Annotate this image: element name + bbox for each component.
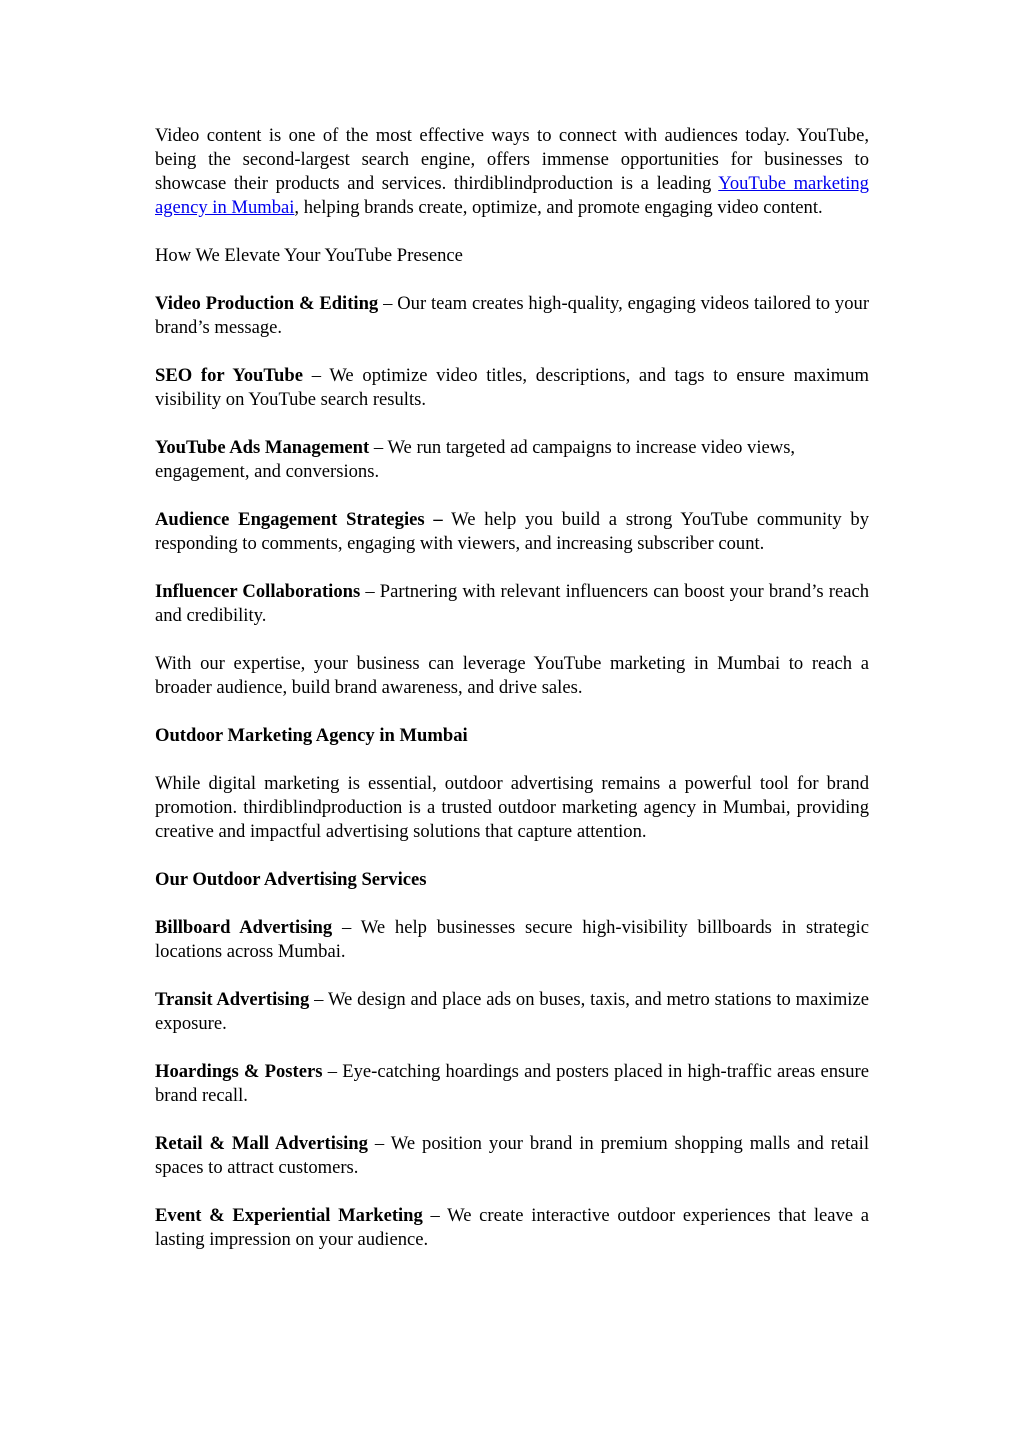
service-separator: – xyxy=(422,1205,448,1226)
service-title: Event & Experiential Marketing xyxy=(155,1205,423,1226)
service-separator: – xyxy=(332,917,361,938)
document-page xyxy=(155,124,869,1276)
outdoor-intro-paragraph: While digital marketing is essential, outdoor advertising remains a powerful tool for brand promotion. thirdiblindproduction is a trusted outdoor marketing agency in Mumbai, providing creative and impactful advertising solutions that capture attention. xyxy=(155,773,869,842)
service-item-event-experiential xyxy=(155,1204,869,1252)
service-separator: – xyxy=(322,1061,343,1082)
service-separator: – xyxy=(369,437,388,458)
service-item-hoardings xyxy=(155,1060,869,1108)
service-separator: – xyxy=(378,293,398,314)
service-separator xyxy=(443,509,451,530)
service-item-transit xyxy=(155,988,869,1036)
service-description: We run targeted ad campaigns to increase video views, engagement, and conversions. xyxy=(155,437,796,482)
intro-text-after: , helping brands create, optimize, and promote engaging video content. xyxy=(294,197,823,218)
service-title: SEO for YouTube xyxy=(155,365,303,386)
service-item-audience-engagement xyxy=(155,508,869,556)
service-description: Our team creates high-quality, engaging videos tailored to your brand’s message. xyxy=(155,293,870,338)
service-separator: – xyxy=(309,989,328,1010)
youtube-conclusion-paragraph: With our expertise, your business can leverage YouTube marketing in Mumbai to reach a broader audience, build brand awareness, and drive sales. xyxy=(155,653,869,698)
service-item-retail-mall xyxy=(155,1132,869,1180)
service-description: We help you build a strong YouTube community by responding to comments, engaging with viewers, and increasing subscriber count. xyxy=(155,509,870,554)
service-description: Partnering with relevant influencers can boost your brand’s reach and credibility. xyxy=(155,581,870,626)
service-title: Video Production & Editing xyxy=(155,293,379,314)
youtube-agency-link[interactable]: YouTube marketing agency in Mumbai xyxy=(155,173,869,218)
outdoor-heading-text: Outdoor Marketing Agency in Mumbai xyxy=(155,725,468,746)
service-description: We design and place ads on buses, taxis, and metro stations to maximize exposure. xyxy=(155,989,869,1034)
service-title: Transit Advertising xyxy=(155,989,310,1010)
service-separator: – xyxy=(302,365,330,386)
service-item-ads-management xyxy=(155,436,875,484)
service-item-seo xyxy=(155,364,869,412)
service-description: We optimize video titles, descriptions, and tags to ensure maximum visibility on YouTube search results. xyxy=(155,365,869,410)
service-separator: – xyxy=(367,1133,391,1154)
service-title: Retail & Mall Advertising xyxy=(155,1133,368,1154)
service-title: Hoardings & Posters xyxy=(155,1061,323,1082)
service-title: Influencer Collaborations xyxy=(155,581,361,602)
service-item-billboard xyxy=(155,916,869,964)
service-description: We help businesses secure high-visibility billboards in strategic locations across Mumbai. xyxy=(155,917,869,962)
service-title: YouTube Ads Management xyxy=(155,437,370,458)
intro-text-before: Video content is one of the most effective ways to connect with audiences today. YouTube, being the second-largest search engine, offers immense opportunities for businesses to showcase their products and services. thirdiblindproduction is a leading xyxy=(155,125,869,194)
service-title: Billboard Advertising xyxy=(155,917,333,938)
service-description: We position your brand in premium shopping malls and retail spaces to attract customers. xyxy=(155,1133,869,1178)
service-item-video-production xyxy=(155,292,869,340)
service-description: Eye-catching hoardings and posters placed in high-traffic areas ensure brand recall. xyxy=(155,1061,869,1106)
service-separator: – xyxy=(360,581,380,602)
youtube-section-heading: How We Elevate Your YouTube Presence xyxy=(155,245,463,266)
service-title: Audience Engagement Strategies – xyxy=(155,509,443,530)
outdoor-services-heading-text: Our Outdoor Advertising Services xyxy=(155,869,427,890)
service-item-influencer-collaborations xyxy=(155,580,869,628)
outdoor-section-heading xyxy=(155,724,869,748)
intro-paragraph xyxy=(155,124,869,220)
outdoor-services-heading xyxy=(155,868,869,892)
service-description: We create interactive outdoor experiences that leave a lasting impression on your audience. xyxy=(155,1205,869,1250)
